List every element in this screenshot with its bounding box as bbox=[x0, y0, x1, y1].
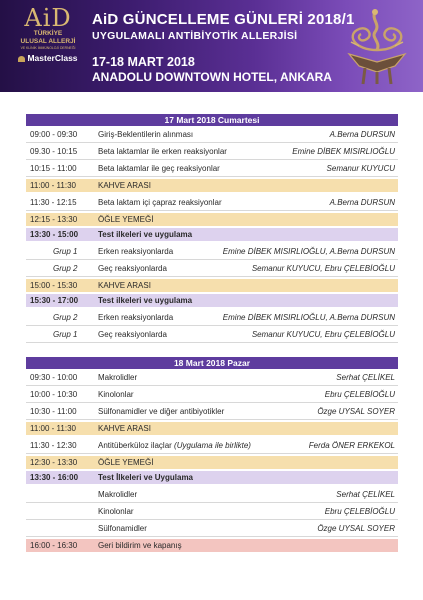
schedule-row bbox=[26, 503, 398, 520]
session-topic: Kinolonlar bbox=[98, 507, 134, 516]
aid-logo bbox=[8, 6, 88, 63]
header-banner bbox=[0, 0, 423, 92]
session-topic: Makrolidler bbox=[98, 373, 138, 382]
day-2-heading: 18 Mart 2018 Pazar bbox=[26, 357, 398, 369]
session-topic: Test ilkeleri ve uygulama bbox=[98, 296, 193, 305]
group-row bbox=[26, 260, 398, 277]
group-row bbox=[26, 326, 398, 343]
group-label: Grup 2 bbox=[53, 313, 78, 322]
topic-note: (Uygulama ile birlikte) bbox=[174, 441, 251, 450]
session-speaker: Semanur KUYUCU bbox=[326, 164, 395, 173]
session-topic: Giriş-Beklentilerin alınması bbox=[98, 130, 194, 139]
session-topic: Geri bildirim ve kapanış bbox=[98, 541, 182, 550]
session-speaker: Serhat ÇELİKEL bbox=[336, 373, 395, 382]
session-speaker: Ebru ÇELEBİOĞLU bbox=[324, 390, 395, 399]
session-time: 15:30 - 17:00 bbox=[30, 296, 79, 305]
day-1-heading: 17 Mart 2018 Cumartesi bbox=[26, 114, 398, 126]
session-time: 09:00 - 09:30 bbox=[30, 130, 78, 139]
session-speaker: Emine DİBEK MISIRLIOĞLU, A.Berna DURSUN bbox=[222, 313, 395, 322]
session-topic: Erken reaksiyonlarda bbox=[98, 313, 174, 322]
masterclass-badge bbox=[8, 53, 88, 63]
session-time: 10:00 - 10:30 bbox=[30, 390, 78, 399]
coffee-break-row bbox=[26, 179, 398, 192]
schedule-row bbox=[26, 369, 398, 386]
session-speaker: A.Berna DURSUN bbox=[329, 130, 395, 139]
test-session-row bbox=[26, 294, 398, 307]
session-speaker: Semanur KUYUCU, Ebru ÇELEBİOĞLU bbox=[251, 330, 395, 339]
schedule bbox=[26, 114, 398, 554]
schedule-row bbox=[26, 194, 398, 211]
schedule-row bbox=[26, 386, 398, 403]
masterclass-icon bbox=[18, 56, 25, 62]
closing-row bbox=[26, 539, 398, 552]
session-topic: Test İlkeleri ve Uygulama bbox=[98, 473, 194, 482]
session-topic: Erken reaksiyonlarda bbox=[98, 247, 174, 256]
session-speaker: Emine DİBEK MISIRLIOĞLU, A.Berna DURSUN bbox=[222, 247, 395, 256]
session-topic: ÖĞLE YEMEĞİ bbox=[98, 215, 154, 224]
session-speaker: Özge UYSAL SOYER bbox=[317, 524, 395, 533]
schedule-row bbox=[26, 160, 398, 177]
session-time: 16:00 - 16:30 bbox=[30, 541, 78, 550]
session-speaker: A.Berna DURSUN bbox=[329, 198, 395, 207]
test-session-row bbox=[26, 471, 398, 484]
group-label: Grup 1 bbox=[53, 247, 78, 256]
session-speaker: Emine DİBEK MISIRLIOĞLU bbox=[292, 147, 395, 156]
group-label: Grup 1 bbox=[53, 330, 78, 339]
session-time: 09.30 - 10:15 bbox=[30, 147, 78, 156]
session-speaker: Ebru ÇELEBİOĞLU bbox=[324, 507, 395, 516]
logo-line-2: ULUSAL ALLERJİ bbox=[20, 38, 76, 45]
session-time: 11:00 - 11:30 bbox=[30, 181, 76, 190]
session-topic: Beta laktam içi çapraz reaksiyonlar bbox=[98, 198, 222, 207]
coffee-break-row bbox=[26, 279, 398, 292]
session-time: 12:30 - 13:30 bbox=[30, 458, 78, 467]
schedule-row bbox=[26, 403, 398, 420]
session-time: 09:30 - 10:00 bbox=[30, 373, 78, 382]
event-dates: 17-18 MART 2018 bbox=[92, 55, 195, 69]
session-time: 10:15 - 11:00 bbox=[30, 164, 77, 173]
session-topic: Kinolonlar bbox=[98, 390, 134, 399]
coffee-break-row bbox=[26, 422, 398, 435]
session-time: 15:00 - 15:30 bbox=[30, 281, 78, 290]
logo-line-3: VE KLİNİK İMMÜNOLOJİ DERNEĞİ bbox=[20, 46, 76, 50]
event-subtitle: UYGULAMALI ANTİBİYOTİK ALLERJİSİ bbox=[92, 30, 298, 42]
group-row bbox=[26, 309, 398, 326]
session-speaker: Serhat ÇELİKEL bbox=[336, 490, 395, 499]
session-topic: Beta laktamlar ile geç reaksiyonlar bbox=[98, 164, 220, 173]
event-title: AiD GÜNCELLEME GÜNLERİ 2018/1 bbox=[92, 11, 355, 28]
session-topic: Makrolidler bbox=[98, 490, 138, 499]
session-topic: Geç reaksiyonlarda bbox=[98, 264, 167, 273]
group-label: Grup 2 bbox=[53, 264, 78, 273]
test-session-row bbox=[26, 228, 398, 241]
masterclass-label: MasterClass bbox=[27, 53, 78, 63]
dragon-emblem-icon bbox=[335, 6, 419, 86]
session-topic: KAHVE ARASI bbox=[98, 181, 151, 190]
session-speaker: Ferda ÖNER ERKEKOL bbox=[308, 441, 395, 450]
day-1 bbox=[26, 114, 398, 343]
session-topic: Sülfonamidler bbox=[98, 524, 147, 533]
group-row bbox=[26, 243, 398, 260]
session-time: 11:00 - 11:30 bbox=[30, 424, 76, 433]
session-speaker: Özge UYSAL SOYER bbox=[317, 407, 395, 416]
session-time: 10:30 - 11:00 bbox=[30, 407, 77, 416]
session-topic: Test ilkeleri ve uygulama bbox=[98, 230, 193, 239]
schedule-row bbox=[26, 486, 398, 503]
schedule-row bbox=[26, 520, 398, 537]
schedule-row bbox=[26, 437, 398, 454]
session-time: 13:30 - 15:00 bbox=[30, 230, 79, 239]
event-venue: ANADOLU DOWNTOWN HOTEL, ANKARA bbox=[92, 70, 332, 84]
session-topic: Sülfonamidler ve diğer antibiyotikler bbox=[98, 407, 225, 416]
session-topic: ÖĞLE YEMEĞİ bbox=[98, 458, 154, 467]
day-2 bbox=[26, 357, 398, 552]
schedule-row bbox=[26, 143, 398, 160]
lunch-break-row bbox=[26, 456, 398, 469]
session-topic: Geç reaksiyonlarda bbox=[98, 330, 167, 339]
logo-line-1: TÜRKİYE bbox=[33, 30, 63, 37]
schedule-row bbox=[26, 126, 398, 143]
session-time: 12:15 - 13:30 bbox=[30, 215, 78, 224]
session-topic: KAHVE ARASI bbox=[98, 281, 151, 290]
session-time: 13:30 - 16:00 bbox=[30, 473, 79, 482]
session-topic: Beta laktamlar ile erken reaksiyonlar bbox=[98, 147, 227, 156]
session-topic: KAHVE ARASI bbox=[98, 424, 151, 433]
lunch-break-row bbox=[26, 213, 398, 226]
topic-main: Antitüberküloz ilaçlar bbox=[98, 441, 172, 450]
session-topic bbox=[98, 437, 251, 454]
logo-aid-mark: AiD bbox=[24, 4, 72, 32]
session-time: 11:30 - 12:30 bbox=[30, 441, 77, 450]
session-speaker: Semanur KUYUCU, Ebru ÇELEBİOĞLU bbox=[251, 264, 395, 273]
header-text bbox=[92, 10, 355, 85]
session-time: 11:30 - 12:15 bbox=[30, 198, 77, 207]
